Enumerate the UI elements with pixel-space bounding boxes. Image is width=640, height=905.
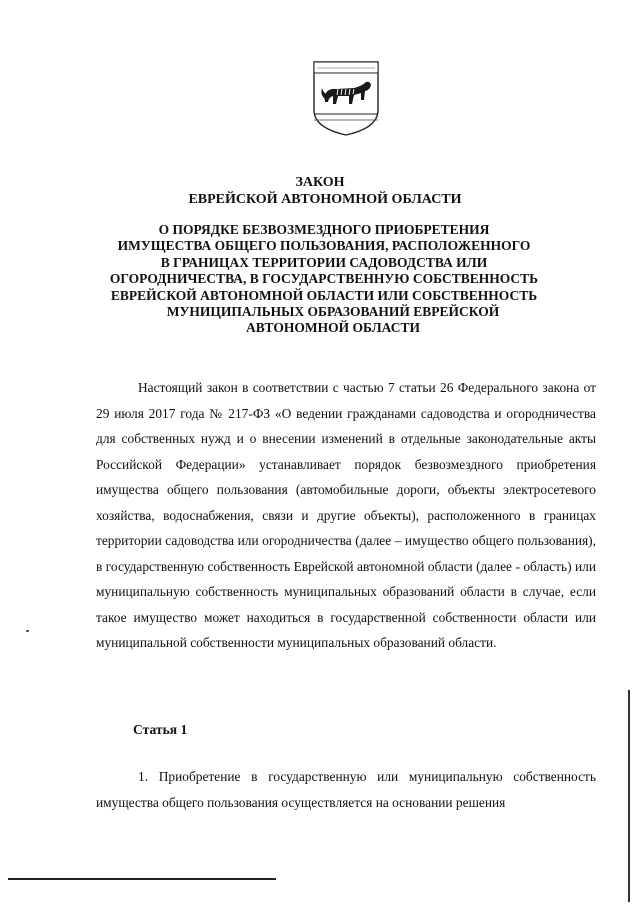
scan-speck [26,630,29,632]
law-subject-title [24,222,624,337]
article-heading: Статья 1 [133,722,188,737]
subject-line: О ПОРЯДКЕ БЕЗВОЗМЕЗДНОГО ПРИОБРЕТЕНИЯ [158,222,490,237]
article-paragraph: 1. Приобретение в государственную или муниципальную собственность имущества общего пользования осуществляется на основании решения [96,769,596,810]
scan-edge-line-bottom [8,878,276,880]
preamble-paragraph: Настоящий закон в соответствии с частью 7 статьи 26 Федерального закона от 29 июля 2017 года № 217-ФЗ «О ведении гражданами садоводства и огородничества для собственных нужд и о внесении изменений в отдельные законодательные акты Российской Федерации» устанавливает порядок безвозмездного приобретения имущества общего пользования (автомобильные дороги, объекты электросетевого хозяйства, водоснабжения, связи и другие объекты), расположенного в границах территории садоводства или огородничества (далее – имущество общего пользования), в государственную собственность Еврейской автономной области (далее - область) или муниципальную собственность муниципальных образований области в случае, если такое имущество может находиться в государственной собственности области или муниципальной собственности муниципальных образований области. [96,380,596,650]
subject-line: ИМУЩЕСТВА ОБЩЕГО ПОЛЬЗОВАНИЯ, РАСПОЛОЖЕННОГО [117,238,531,254]
subject-line: В ГРАНИЦАХ ТЕРРИТОРИИ САДОВОДСТВА ИЛИ [160,254,488,270]
coat-of-arms-icon [310,58,382,138]
law-title [0,174,640,208]
subject-line: МУНИЦИПАЛЬНЫХ ОБРАЗОВАНИЙ ЕВРЕЙСКОЙ [166,304,500,320]
subject-line: ЕВРЕЙСКОЙ АВТОНОМНОЙ ОБЛАСТИ ИЛИ СОБСТВЕННОСТЬ [110,287,538,303]
scan-edge-line-right [628,690,630,902]
subject-line: АВТОНОМНОЙ ОБЛАСТИ [245,320,420,336]
law-title-line-2: ЕВРЕЙСКОЙ АВТОНОМНОЙ ОБЛАСТИ [188,192,462,207]
subject-line: ОГОРОДНИЧЕСТВА, В ГОСУДАРСТВЕННУЮ СОБСТВЕННОСТЬ [109,271,539,287]
law-title-line-1: ЗАКОН [295,175,345,190]
